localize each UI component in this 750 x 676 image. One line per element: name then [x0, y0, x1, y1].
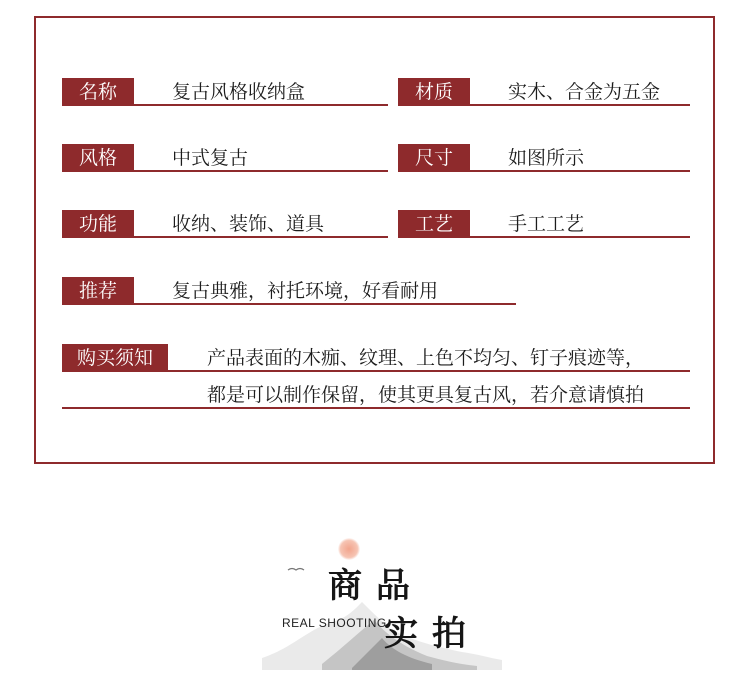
- spec-label-style: 风格: [62, 144, 134, 172]
- spec-underline-size: [398, 170, 690, 172]
- spec-underline-recommend: [62, 303, 516, 305]
- spec-value-craft: 手工工艺: [508, 213, 585, 235]
- spec-underline-function: [62, 236, 388, 238]
- logo-char-3: 实: [384, 614, 420, 654]
- spec-underline-material: [398, 104, 690, 106]
- notice-underline-2: [62, 407, 690, 409]
- spec-label-craft: 工艺: [398, 210, 470, 238]
- spec-underline-name: [62, 104, 388, 106]
- notice-line-2: 都是可以制作保留，使其更具复古风，若介意请慎拍: [207, 384, 645, 406]
- spec-label-size: 尺寸: [398, 144, 470, 172]
- spec-value-material: 实木、合金为五金: [508, 81, 661, 103]
- spec-value-function: 收纳、装饰、道具: [172, 213, 325, 235]
- red-sun: [338, 538, 360, 560]
- spec-label-name: 名称: [62, 78, 134, 106]
- notice-line-1: 产品表面的木痂、纹理、上色不均匀、钉子痕迹等，: [207, 347, 645, 369]
- spec-value-size: 如图所示: [508, 147, 585, 169]
- spec-label-recommend: 推荐: [62, 277, 134, 305]
- section-logo: [262, 530, 502, 670]
- logo-subtitle: REAL SHOOTING: [282, 616, 387, 630]
- spec-underline-craft: [398, 236, 690, 238]
- spec-underline-style: [62, 170, 388, 172]
- notice-underline-1: [62, 370, 690, 372]
- spec-label-material: 材质: [398, 78, 470, 106]
- spec-value-style: 中式复古: [172, 147, 249, 169]
- notice-label: 购买须知: [62, 344, 168, 372]
- spec-value-recommend: 复古典雅，衬托环境，好看耐用: [172, 280, 439, 302]
- logo-char-4: 拍: [432, 614, 468, 654]
- spec-value-name: 复古风格收纳盒: [172, 81, 306, 103]
- spec-label-function: 功能: [62, 210, 134, 238]
- logo-char-2: 品: [376, 566, 412, 606]
- logo-char-1: 商: [328, 566, 364, 606]
